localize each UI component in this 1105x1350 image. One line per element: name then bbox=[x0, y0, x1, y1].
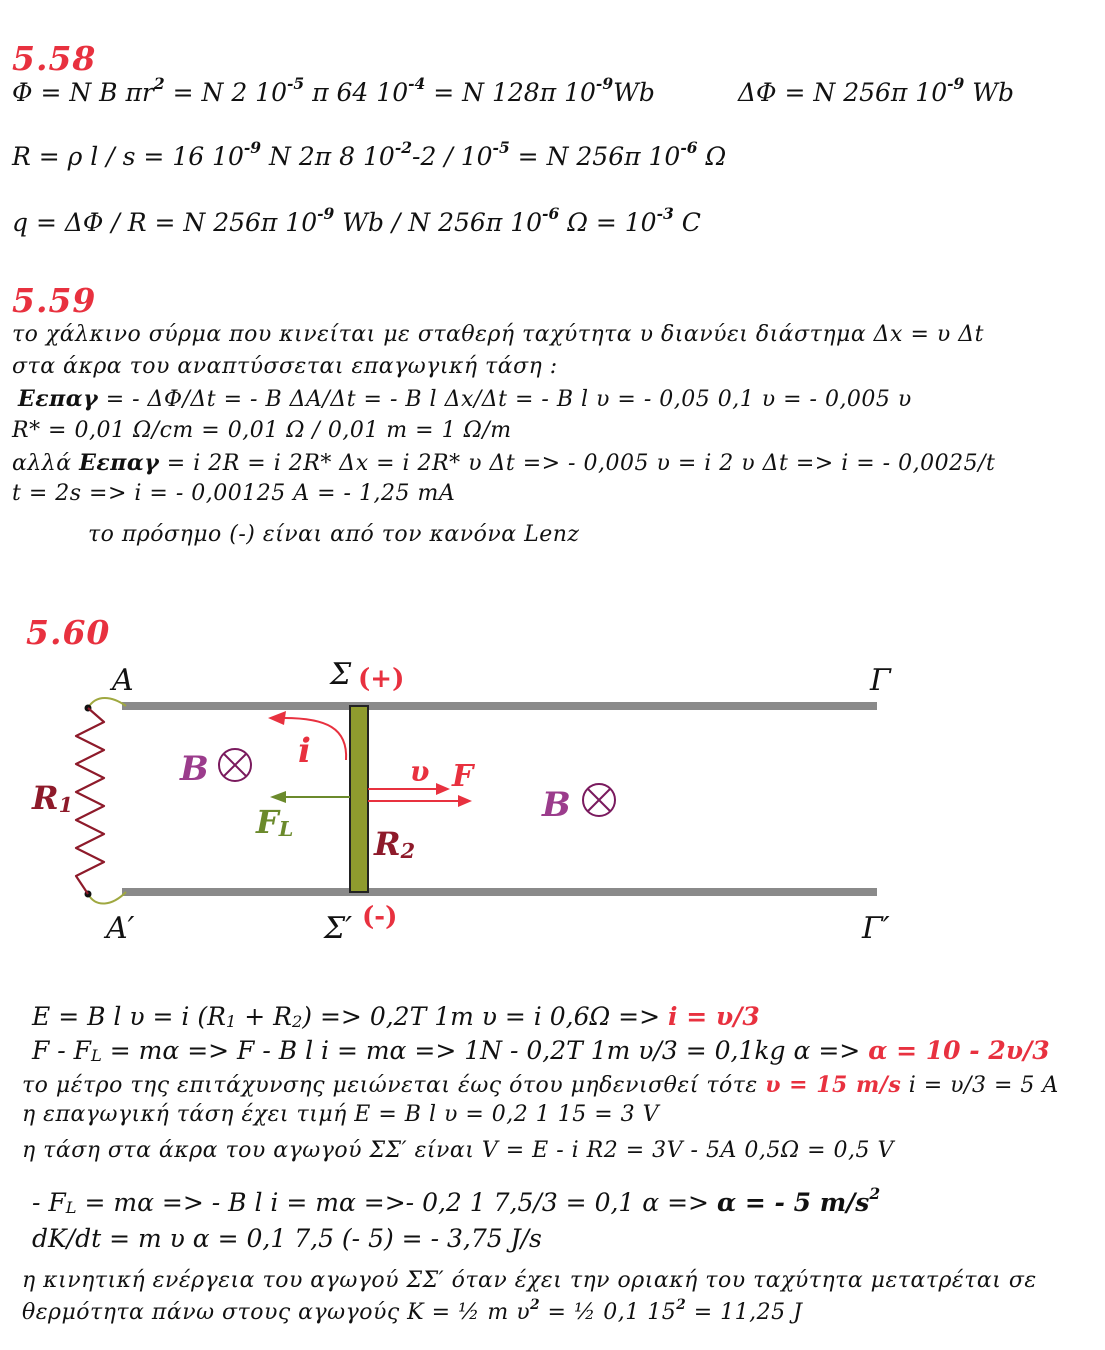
label-minus: (-) bbox=[362, 902, 398, 932]
wire-bottom bbox=[88, 892, 126, 904]
label-velocity: υ bbox=[410, 755, 430, 788]
text-559-line-4: R* = 0,01 Ω/cm = 0,01 Ω / 0,01 m = 1 Ω/m bbox=[12, 418, 512, 443]
rod-R2 bbox=[350, 706, 368, 892]
eq-emf-current: Ε = Β l υ = i (R1 + R2) => 0,2T 1m υ = i 0,6Ω => i = υ/3 bbox=[32, 1002, 760, 1032]
label-R2: R2 bbox=[374, 825, 416, 864]
text-kinetic-energy-2: θερμότητα πάνω στους αγωγούς Κ = ½ m $\upsilon^2$ = ½ 0,1 $15^2 = 11,25$ J bbox=[22, 1296, 803, 1325]
eq-kinetic-rate: dK/dt = m υ α = 0,1 7,5 (- 5) = - 3,75 J/s bbox=[32, 1224, 542, 1253]
label-B-right: Β bbox=[542, 785, 571, 825]
eq-charge: q = ΔΦ / R = Ν 256π $10^{-9}$ Wb / Ν 256π $10^{-6}$ $\Omega = 10^{-3}$ C bbox=[12, 204, 701, 237]
text-induced-emf: η επαγωγική τάση έχει τιμή Ε = Β l υ = 0,2 1 15 = 3 V bbox=[22, 1102, 660, 1127]
text-559-line-3: Εεπαγ = - ΔΦ/Δt = - Β ΔΑ/Δt = - Β l Δx/Δt = - Β l υ = - 0,05 0,1 υ = - 0,005 υ bbox=[18, 386, 912, 412]
text-kinetic-energy-1: η κινητική ενέργεια του αγωγού ΣΣ′ όταν έχει την οριακή του ταχύτητα μετατρέται σε bbox=[22, 1268, 1037, 1293]
label-Sigma: Σ bbox=[330, 657, 352, 692]
label-A: Α bbox=[112, 663, 134, 698]
velocity-arrowhead bbox=[436, 783, 450, 795]
label-current-i: i bbox=[298, 731, 311, 771]
eq-flux: Φ = Ν Β $\pi r^2 = N$ 2 $10^{-5}$ π 64 $10^{-4} = N$ 128π $10^{-9}Wb$ bbox=[12, 74, 655, 107]
label-A-prime: Α′ bbox=[106, 911, 135, 946]
heading-5-59: 5.59 bbox=[12, 281, 97, 320]
text-559-line-1: το χάλκινο σύρμα που κινείται με σταθερή ταχύτητα υ διανύει διάστημα Δx = υ Δt bbox=[12, 322, 984, 347]
current-arrowhead bbox=[268, 711, 286, 725]
force-F-arrowhead bbox=[458, 795, 472, 807]
current-arrow bbox=[284, 718, 346, 760]
label-plus: (+) bbox=[358, 664, 405, 694]
heading-5-58: 5.58 bbox=[12, 39, 97, 78]
text-559-line-5: αλλά Εεπαγ = i 2R = i 2R* Δx = i 2R* υ Δt => - 0,005 υ = i 2 υ Δt => i = - 0,0025/t bbox=[12, 450, 996, 476]
top-rail bbox=[122, 702, 877, 710]
eq-delta-flux: ΔΦ = Ν 256π $10^{-9}$ Wb bbox=[738, 74, 1014, 107]
label-force-FL: FL bbox=[256, 803, 294, 842]
text-559-line-6: t = 2s => i = - 0,00125 A = - 1,25 mA bbox=[12, 481, 456, 506]
label-Sigma-prime: Σ′ bbox=[324, 911, 353, 946]
label-R1: R1 bbox=[32, 779, 74, 818]
bottom-rail bbox=[122, 888, 877, 896]
field-into-page-icon-left bbox=[219, 749, 251, 781]
heading-5-60: 5.60 bbox=[26, 613, 111, 652]
eq-acceleration: F - FL = mα => F - B l i = mα => 1N - 0,2T 1m υ/3 = 0,1kg α => α = 10 - 2υ/3 bbox=[32, 1036, 1050, 1066]
label-Gamma-prime: Γ′ bbox=[862, 911, 890, 946]
resistor-R1 bbox=[76, 708, 104, 894]
text-rod-voltage: η τάση στα άκρα του αγωγού ΣΣ′ είναι V = E - i R2 = 3V - 5A 0,5Ω = 0,5 V bbox=[22, 1138, 894, 1163]
label-force-F: F bbox=[452, 759, 474, 794]
force-FL-arrowhead bbox=[270, 791, 286, 803]
eq-deceleration: - FL = mα => - B l i = mα =>- 0,2 1 7,5/3 = 0,1 α => α = - 5 $m/s^2$ bbox=[32, 1184, 881, 1218]
label-B-left: Β bbox=[180, 749, 209, 789]
text-559-lenz-note: το πρόσημο (-) είναι από τον κανόνα Lenz bbox=[88, 522, 580, 547]
wire-top bbox=[88, 698, 126, 708]
label-Gamma: Γ bbox=[870, 663, 891, 698]
text-559-line-2: στα άκρα του αναπτύσσεται επαγωγική τάση : bbox=[12, 354, 558, 379]
eq-resistance: R = ρ l / s = 16 $10^{-9}$ Ν 2π 8 $10^{-2}-2 / 10^{-5} = N$ 256π $10^{-6}$ Ω bbox=[12, 138, 727, 171]
text-terminal-velocity: το μέτρο της επιτάχυνσης μειώνεται έως ότου μηδενισθεί τότε υ = 15 m/s i = υ/3 = 5 A bbox=[22, 1072, 1059, 1098]
field-into-page-icon-right bbox=[583, 784, 615, 816]
